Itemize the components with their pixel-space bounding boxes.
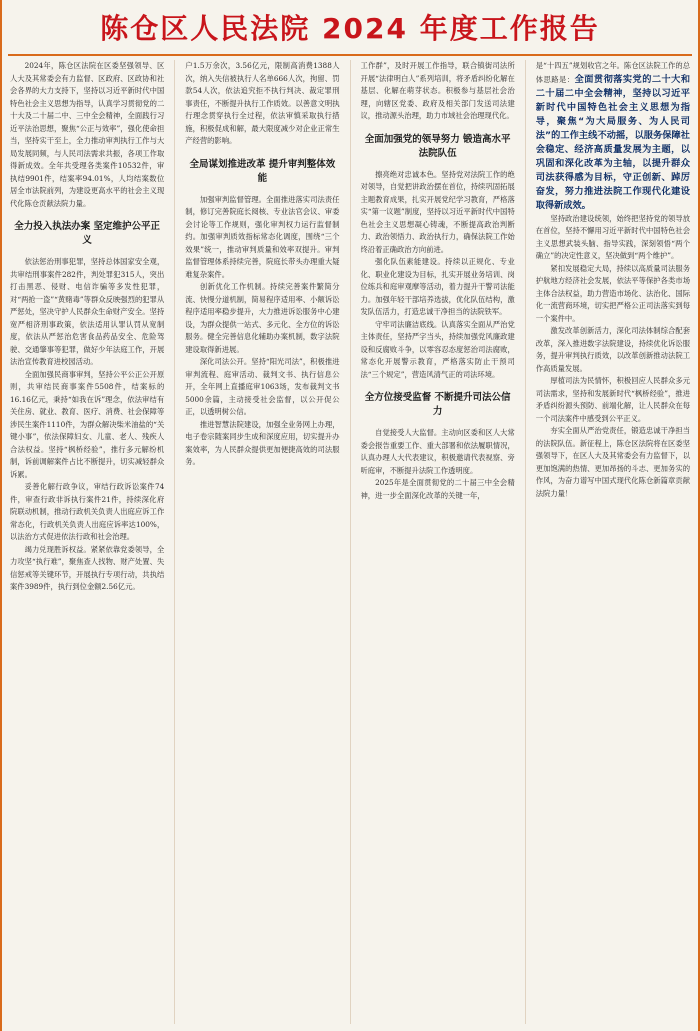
paragraph: 强化队伍素能建设。持续以正规化、专业化、职业化建设为目标，扎实开展业务培训、岗位练兵和庭审观摩等活动，着力提升干警司法能力。加强年轻干部培养选拔，优化队伍结构，激发队伍活力，打造忠诚干净担当的法院铁军。 <box>360 257 515 316</box>
paragraph: 推进智慧法院建设，加强全业务网上办理，电子卷宗随案同步生成和深度应用，切实提升办案效率，为人民群众提供更加便捷高效的司法服务。 <box>185 419 340 466</box>
paragraph: 深化司法公开。坚持“阳光司法”，积极推进审判流程、庭审活动、裁判文书、执行信息公开，全年网上直播庭审1063场，发布裁判文书5000余篇，主动接受社会监督，以公开促公正，以透明树公信。 <box>185 357 340 416</box>
section-heading-2: 全局谋划推进改革 提升审判整体效能 <box>189 158 336 184</box>
column-divider <box>350 60 351 1024</box>
paragraph: 守牢司法廉洁底线。认真落实全面从严治党主体责任，坚持严字当头，持续加强党风廉政建设和反腐败斗争，以零容忍态度惩治司法腐败，常态化开展警示教育，严格落实防止干预司法“三个规定”，营造风清气正的司法环境。 <box>360 319 515 379</box>
paragraph: 2025年是全面贯彻党的二十届三中全会精神，进一步全面深化改革的关键一年， <box>360 478 515 500</box>
column-1 <box>10 60 164 1024</box>
paragraph: 创新优化工作机制。持续完善案件繁简分流、快慢分道机制，简易程序适用率、小额诉讼程序适用率稳步提升，大力推进诉讼服务中心建设，为群众提供一站式、多元化、全方位的诉讼服务。健全完善信息化辅助办案机制，数字法院建设取得新进展。 <box>185 282 340 354</box>
column-3 <box>361 60 515 1024</box>
paragraph: 紧扣发展稳定大局，持续以高质量司法服务护航地方经济社会发展，依法平等保护各类市场主体合法权益，助力营造市场化、法治化、国际化一流营商环境，切实把严格公正司法落实到每一个案件中。 <box>535 263 690 323</box>
paragraph: 加强审判监督管理。全面推进落实司法责任制，修订完善院庭长阅核、专业法官会议、审委会讨论等工作规则，强化审判权力运行监督制约。加强审判质效指标常态化调度，围绕“三个效果”统一，推动审判质量和效率双提升。审判监督管理体系持续完善，院庭长带头办理重大疑难复杂案件。 <box>185 194 340 279</box>
section-heading-4: 全方位接受监督 不断提升司法公信力 <box>364 392 511 417</box>
paragraph <box>536 60 690 213</box>
key-summary-bold: 全面贯彻落实党的二十大和二十届二中全会精神，坚持以习近平新时代中国特色社会主义思想为指导，聚焦“为大局服务、为人民司法”的工作主线不动摇，以服务保障社会稳定、经济高质量发展为主题，以巩固和深化改革为主轴，以提升群众司法获得感为目标，守正创新、踔厉奋发，努力推进法院工作现代化建设取得新成效。 <box>535 73 690 211</box>
paragraph: 依法惩治刑事犯罪，坚持总体国家安全观，共审结刑事案件282件，判处罪犯315人，突出打击黑恶、侵财、电信诈骗等多发性犯罪，对“两抢一盗”“黄赌毒”等群众反映强烈的犯罪从严惩处，坚决守护人民群众生命财产安全。坚持宽严相济刑事政策，依法适用认罪认罚从宽制度，依法从严惩治危害食品药品安全、危险驾驶、交通肇事等犯罪，做好少年法庭工作，开展法治宣传教育进校园活动。 <box>10 257 165 366</box>
paragraph: 厚植司法为民情怀，积极回应人民群众多元司法需求，坚持和发展新时代“枫桥经验”，推进矛盾纠纷源头预防、前端化解，让人民群众在每一个司法案件中感受到公平正义。 <box>535 376 690 423</box>
column-divider <box>525 60 526 1024</box>
intro-paragraph: 2024年，陈仓区法院在区委坚强领导、区人大及其常委会有力监督、区政府、区政协和社会各界的大力支持下，坚持以习近平新时代中国特色社会主义思想为指导，认真学习贯彻党的二十大及二十届二中、三中全会精神，全面践行习近平法治思想，聚焦“公正与效率”，强化使命担当，坚持实干至上，全力推动审判执行工作与大局发展同频，与人民司法需求共振，各项工作取得新成效。全年共受理各类案件10532件，审执结9901件，结案率94.01%，人均结案数位居全市法院前列，为建设更高水平的社会主义现代化陈仓贡献法院力量。 <box>10 61 165 208</box>
paragraph: 全面加强民商事审判，坚持公平公正公开原则，共审结民商事案件5508件，结案标的16.16亿元，秉持“如我在诉”理念，依法审结有关住房、就业、教育、医疗、消费、社会保障等涉民生案件1110件，为群众解决柴米油盐的“关键小事”，依法保障妇女、儿童、老人、残疾人合法权益。坚持“枫桥经验”，推行多元解纷机制，诉前调解案件占比不断提升，切实减轻群众诉累。 <box>10 369 165 479</box>
masthead-area <box>0 0 700 54</box>
article-body <box>10 60 690 1024</box>
paragraph: 自觉接受人大监督。主动向区委和区人大常委会报告重要工作、重大部署和依法履职情况，认真办理人大代表建议，积极邀请代表视察、旁听庭审，不断提升法院工作透明度。 <box>360 428 515 475</box>
section-heading-1: 全力投入执法办案 坚定维护公平正义 <box>14 221 161 246</box>
paragraph: 坚持政治建设统领，始终把坚持党的领导放在首位，坚持不懈用习近平新时代中国特色社会主义思想武装头脑、指导实践，深刻领悟“两个确立”的决定性意义，坚决做到“两个维护”。 <box>535 213 690 260</box>
column-2 <box>185 60 339 1024</box>
paragraph: 激发改革创新活力，深化司法体制综合配套改革，深入推进数字法院建设，持续优化诉讼服务，提升审判执行质效，以改革创新推动法院工作高质量发展。 <box>535 326 690 373</box>
paragraph: 工作群”，及时开展工作指导，联合镇街司法所开展“法律明白人”系列培训，将矛盾纠纷化解在基层、化解在萌芽状态。积极参与基层社会治理，向辖区党委、政府及相关部门发送司法建议，推动源头治理，助力市域社会治理现代化。 <box>360 61 515 120</box>
column-4 <box>536 60 690 1024</box>
paragraph: 夯实全面从严治党责任，锻造忠诚干净担当的法院队伍。新征程上，陈仓区法院将在区委坚强领导下，在区人大及其常委会有力监督下，以更加饱满的热情、更加昂扬的斗志、更加务实的作风，为奋力谱写中国式现代化陈仓新篇章贡献法院力量！ <box>535 426 690 498</box>
paragraph: 擦亮绝对忠诚本色。坚持党对法院工作的绝对领导，自觉把讲政治摆在首位，持续巩固拓展主题教育成果，扎实开展党纪学习教育，严格落实“第一议题”制度，坚持以习近平新时代中国特色社会主义思想凝心铸魂，不断提高政治判断力、政治领悟力、政治执行力，确保法院工作始终沿着正确政治方向前进。 <box>360 169 515 254</box>
report-title: 陈仓区人民法院 2024 年度工作报告 <box>100 12 600 45</box>
paragraph: 妥善化解行政争议，审结行政诉讼案件74件，审查行政非诉执行案件21件，持续深化府院联动机制，推动行政机关负责人出庭应诉工作常态化，行政机关负责人出庭应诉率达100%，以法治方式促进依法行政和社会治理。 <box>10 482 165 541</box>
section-heading-3: 全面加强党的领导努力 锻造高水平法院队伍 <box>364 133 511 159</box>
paragraph: 竭力兑现胜诉权益。紧紧依靠党委领导，全力攻坚“执行难”，聚焦查人找物、财产处置、失信惩戒等关键环节，开展执行专项行动，共执结案件3989件，执行到位金额2.56亿元。 <box>10 544 165 591</box>
column-divider <box>174 60 175 1024</box>
paragraph-lead: 是“十四五”规划收官之年。陈仓区法院工作的总体思路是： <box>535 61 690 84</box>
paragraph: 户1.5万余次，3.56亿元，限制高消费1388人次，纳入失信被执行人名单666人次，拘留、罚款54人次，依法追究拒不执行判决、裁定罪刑事责任，不断提升执行工作质效。以善意文明执行理念贯穿执行全过程，依法审慎采取执行措施，积极促成和解，最大限度减少对企业正常生产经营的影响。 <box>185 61 340 145</box>
title-rule <box>8 54 692 56</box>
